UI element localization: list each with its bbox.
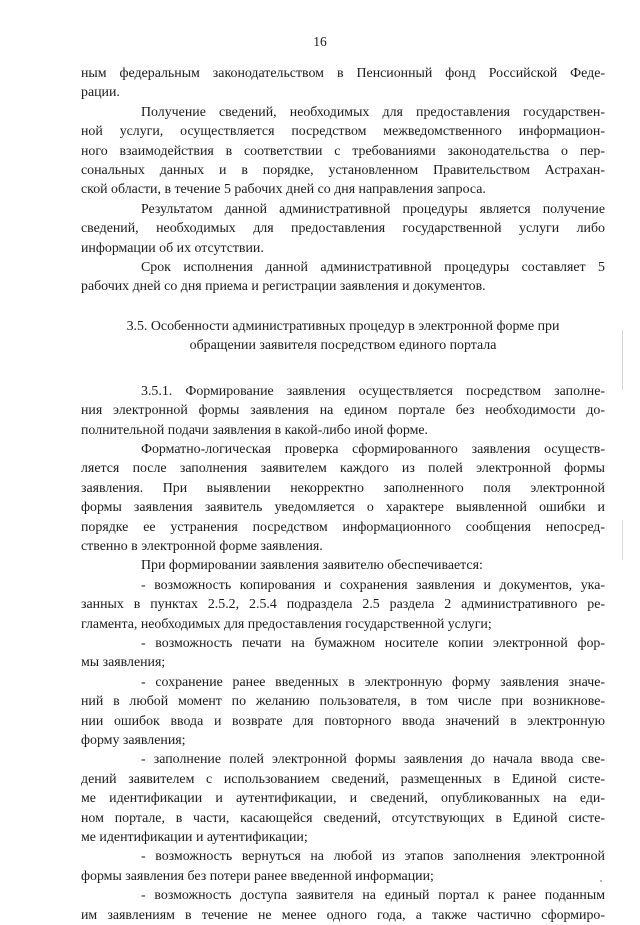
text-line: полнительной подачи заявления в какой-либо иной форме. (81, 422, 429, 438)
text-line: - возможность вернуться на любой из этапов заполнения электронной (141, 849, 605, 865)
paragraph (81, 556, 605, 575)
text-line: Результатом данной административной процедуры является получение (141, 201, 605, 217)
text-line: ном портале, в части, касающейся сведений, отсутствующих в Единой систе- (81, 810, 605, 826)
text-line: информации об их отсутствии. (81, 240, 264, 256)
text-line: нии ошибок ввода и возврате для повторного ввода значений в электронную (81, 713, 605, 729)
text-line: ной услуги, осуществляется посредством межведомственного информацион- (81, 124, 605, 140)
paragraph (81, 64, 605, 103)
scan-artifact (622, 520, 623, 560)
text-line: 3.5.1. Формирование заявления осуществляется посредством заполне- (141, 383, 605, 399)
text-line: им заявлениям в течение не менее одного года, а также частично сформиро- (81, 907, 605, 923)
page-number: 16 (313, 34, 327, 49)
paragraph (81, 103, 605, 200)
text-line: Форматно-логическая проверка сформированного заявления осуществ- (141, 441, 605, 457)
section-heading (81, 317, 605, 356)
text-line: гламента, необходимых для предоставления государственной услуги; (81, 616, 492, 632)
text-line: ния электронной формы заявления на едином портале без необходимости до- (81, 403, 605, 419)
list-item (81, 886, 605, 925)
text-line: ным федеральным законодательством в Пенсионный фонд Российской Феде- (81, 66, 605, 81)
paragraph (81, 258, 605, 297)
list-item (81, 576, 605, 634)
text-line: - возможность копирования и сохранения заявления и документов, ука- (141, 577, 605, 593)
text-line: сональных данных и в порядке, установленном Правительством Астрахан- (81, 163, 605, 179)
text-line: - заполнение полей электронной формы заявления до начала ввода све- (141, 752, 605, 768)
text-line: порядке ее устранения посредством информационного сообщения непосред- (81, 519, 605, 535)
scan-artifact (622, 330, 623, 390)
text-line: При формировании заявления заявителю обеспечивается: (141, 558, 483, 574)
text-line: - возможность печати на бумажном носителе копии электронной фор- (141, 635, 605, 651)
heading-line: обращении заявителя посредством единого портала (189, 338, 497, 354)
heading-line: 3.5. Особенности административных процедур в электронной форме при (126, 318, 560, 334)
text-line: мы заявления; (81, 655, 166, 671)
text-line: рации. (81, 85, 120, 101)
text-line: ме идентификации и аутентификации; (81, 830, 308, 846)
paragraph (81, 440, 605, 556)
text-line: ний в любой момент по желанию пользователя, в том числе при возникнове- (81, 694, 605, 710)
document-body (81, 64, 605, 925)
text-line: - возможность доступа заявителя на единый портал к ранее поданным (141, 888, 605, 904)
paragraph (81, 200, 605, 258)
text-line: ме идентификации и аутентификации, и сведений, опубликованных на еди- (81, 791, 605, 807)
text-line: формы заявления заявитель уведомляется о характере выявленной ошибки и (81, 500, 605, 516)
list-item (81, 750, 605, 847)
paragraph (81, 382, 605, 440)
text-line: Срок исполнения данной административной процедуры составляет 5 (141, 260, 605, 276)
text-line: ской области, в течение 5 рабочих дней со дня направления запроса. (81, 182, 486, 198)
text-line: ного взаимодействия в соответствии с требованиями законодательства о пер- (81, 143, 605, 159)
list-item (81, 673, 605, 751)
list-item (81, 847, 605, 886)
text-line: формы заявления без потери ранее введенной информации; (81, 868, 434, 884)
text-line: сведений, необходимых для предоставления государственной услуги либо (81, 221, 605, 237)
list-item (81, 634, 605, 673)
text-line: рабочих дней со дня приема и регистрации заявления и документов. (81, 279, 486, 295)
text-line: - сохранение ранее введенных в электронную форму заявления значе- (141, 674, 605, 690)
text-line: ственно в электронной форме заявления. (81, 538, 323, 554)
text-line: заявления. При выявлении некорректно заполненного поля электронной (81, 480, 605, 496)
text-line: Получение сведений, необходимых для предоставления государствен- (141, 104, 605, 120)
text-line: занных в пунктах 2.5.2, 2.5.4 подраздела 2.5 раздела 2 административного ре- (81, 597, 605, 613)
text-line: ляется после заполнения заявителем каждого из полей электронной формы (81, 461, 605, 477)
text-line: форму заявления; (81, 733, 186, 748)
text-line: дений заявителем с использованием сведений, размещенных в Единой систе- (81, 771, 605, 787)
scan-artifact (600, 880, 602, 882)
